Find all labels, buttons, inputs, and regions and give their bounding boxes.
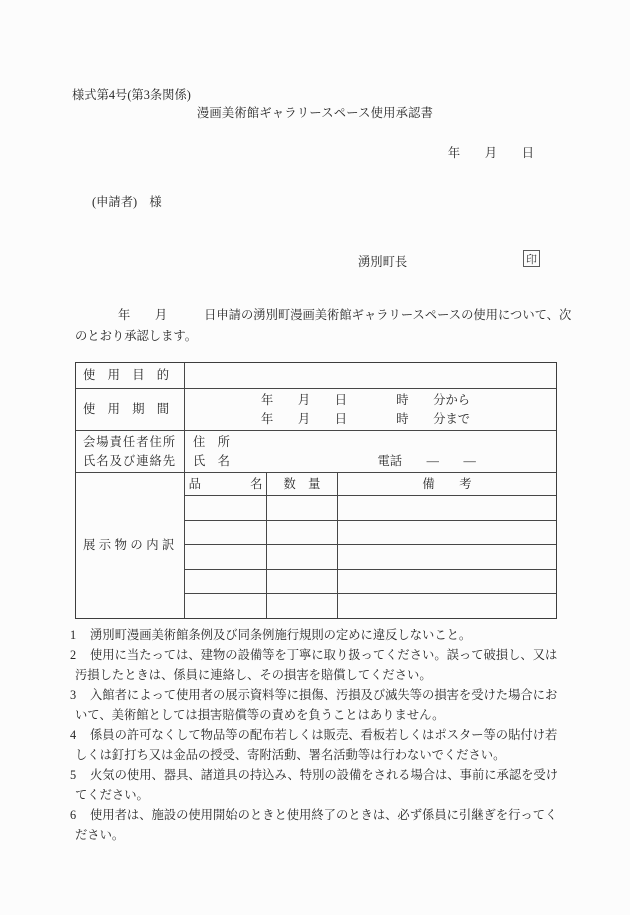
- mayor-signature-label: 湧別町長: [358, 255, 408, 269]
- purpose-label: 使 用 目 的: [76, 363, 185, 388]
- condition-text: 火気の使用、器具、諸道具の持込み、特別の設備をされる場合は、事前に承認を受け: [90, 768, 559, 782]
- condition-text: 使用者は、施設の使用開始のときと使用終了のときは、必ず係員に引継ぎを行ってく: [90, 808, 558, 822]
- exhibit-item-cell: [185, 521, 267, 545]
- exhibit-row: [185, 521, 556, 546]
- exhibit-item-cell: [185, 570, 267, 594]
- exhibit-row: [185, 594, 556, 618]
- period-label: 使 用 期 間: [76, 389, 185, 430]
- condition-item: [70, 805, 565, 845]
- approval-form-table: [75, 362, 557, 619]
- condition-text: しくは釘打ち又は金品の授受、寄附活動、署名活動等は行わないでください。: [75, 748, 506, 762]
- exhibit-row: [185, 496, 556, 521]
- exhibit-remarks-cell: [338, 594, 556, 618]
- exhibits-table-cell: [185, 473, 556, 618]
- period-from-line: 年 月 日 時 分から: [261, 392, 471, 407]
- exhibits-col-item: 品 名: [185, 473, 267, 495]
- applicant-line: (申請者) 様: [92, 195, 162, 209]
- exhibit-item-cell: [185, 545, 267, 569]
- condition-text: 汚損したときは、係員に連絡し、その損害を賠償してください。: [75, 668, 432, 682]
- issue-date-line: 年 月 日: [447, 146, 534, 160]
- condition-text: てください。: [75, 788, 149, 802]
- approval-paragraph-line2: のとおり承認します。: [75, 328, 197, 343]
- exhibit-quantity-cell: [267, 521, 338, 545]
- contact-address-line: 住 所: [193, 434, 230, 449]
- contact-name-phone-line: 氏 名 電話 ― ―: [193, 453, 476, 468]
- contact-value-cell: [185, 431, 556, 472]
- condition-item: [70, 685, 565, 725]
- approval-paragraph-line1: 年 月 日申請の湧別町漫画美術館ギャラリースペースの使用について、次: [118, 308, 572, 322]
- seal-character: 印: [526, 253, 537, 266]
- seal-mark: [523, 250, 540, 267]
- exhibit-row: [185, 545, 556, 570]
- exhibits-row: [76, 473, 556, 618]
- condition-text: いて、美術館としては損害賠償等の責めを負うことはありません。: [75, 708, 445, 722]
- exhibit-remarks-cell: [338, 545, 556, 569]
- condition-number: 4: [70, 728, 77, 742]
- condition-item: [70, 645, 565, 685]
- exhibit-item-cell: [185, 594, 267, 618]
- condition-text: 湧別町漫画美術館条例及び同条例施行規則の定めに違反しないこと。: [90, 628, 472, 642]
- exhibit-row: [185, 570, 556, 595]
- exhibits-table: [185, 473, 556, 618]
- condition-text: 係員の許可なくして物品等の配布若しくは販売、看板若しくはポスター等の貼付け若: [90, 728, 558, 742]
- purpose-row: [76, 363, 556, 389]
- exhibits-header-row: [185, 473, 556, 496]
- condition-number: 6: [70, 808, 77, 822]
- exhibit-quantity-cell: [267, 496, 338, 520]
- condition-text: ださい。: [75, 828, 125, 842]
- exhibit-quantity-cell: [267, 545, 338, 569]
- condition-number: 3: [70, 688, 77, 702]
- contact-label: [76, 431, 185, 472]
- exhibits-label: 展示物の内訳: [76, 473, 185, 618]
- period-value-cell: [185, 389, 556, 430]
- condition-text: 使用に当たっては、建物の設備等を丁寧に取り扱ってください。誤って破損し、又は: [90, 648, 558, 662]
- exhibit-item-cell: [185, 496, 267, 520]
- condition-number: 2: [70, 648, 77, 662]
- condition-number: 5: [70, 768, 77, 782]
- exhibit-remarks-cell: [338, 496, 556, 520]
- condition-text: 入館者によって使用者の展示資料等に損傷、汚損及び滅失等の損害を受けた場合にお: [90, 688, 558, 702]
- exhibit-quantity-cell: [267, 570, 338, 594]
- exhibits-col-quantity: 数 量: [267, 473, 338, 495]
- form-number-note: 様式第4号(第3条関係): [72, 88, 191, 102]
- period-to-line: 年 月 日 時 分まで: [261, 411, 471, 426]
- period-row: [76, 389, 556, 431]
- exhibit-remarks-cell: [338, 521, 556, 545]
- condition-item: [70, 725, 565, 765]
- exhibits-col-remarks: 備 考: [422, 476, 472, 491]
- exhibit-quantity-cell: [267, 594, 338, 618]
- condition-item: [70, 765, 565, 805]
- contact-label-line2: 氏名及び連絡先: [83, 453, 177, 468]
- conditions-list: [70, 625, 565, 845]
- contact-label-line1: 会場責任者住所: [83, 434, 177, 449]
- approval-paragraph: [75, 305, 572, 346]
- condition-number: 1: [70, 628, 77, 642]
- exhibit-remarks-cell: [338, 570, 556, 594]
- document-title: 漫画美術館ギャラリースペース使用承認書: [196, 106, 434, 120]
- condition-item: [70, 625, 565, 645]
- contact-row: [76, 431, 556, 473]
- purpose-value-cell: [185, 363, 556, 388]
